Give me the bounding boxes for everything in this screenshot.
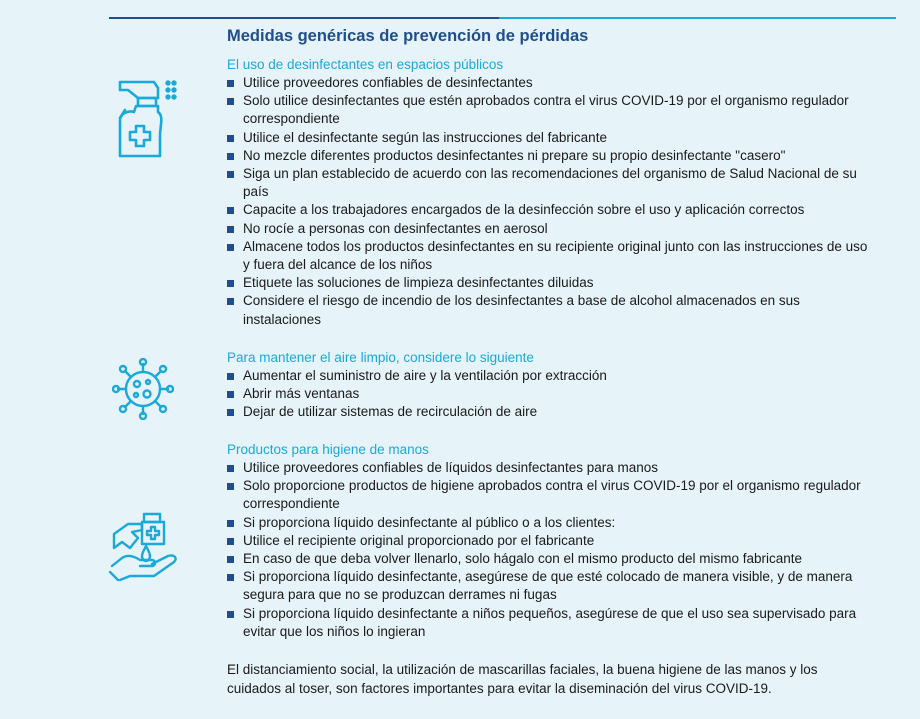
list-item: Utilice el recipiente original proporcionado por el fabricante: [227, 532, 877, 550]
list-item: En caso de que deba volver llenarlo, solo hágalo con el mismo producto del mismo fabricante: [227, 550, 877, 568]
list-item: Considere el riesgo de incendio de los desinfectantes a base de alcohol almacenados en sus instalaciones: [227, 292, 877, 328]
list-item: No rocíe a personas con desinfectantes en aerosol: [227, 220, 877, 238]
list-item: Utilice el desinfectante según las instrucciones del fabricante: [227, 129, 877, 147]
list-item: No mezcle diferentes productos desinfectantes ni prepare su propio desinfectante "casero": [227, 147, 877, 165]
list-item: Etiquete las soluciones de limpieza desinfectantes diluidas: [227, 274, 877, 292]
list-item: Aumentar el suministro de aire y la ventilación por extracción: [227, 367, 877, 385]
item-list: [227, 74, 877, 329]
section-heading: Productos para higiene de manos: [227, 442, 429, 457]
item-list: [227, 367, 877, 422]
hand-sanitizer-icon: [108, 508, 180, 584]
list-item: Siga un plan establecido de acuerdo con las recomendaciones del organismo de Salud Nacional de su país: [227, 165, 877, 201]
item-list: [227, 459, 877, 641]
top-divider: [109, 17, 896, 19]
list-item: Almacene todos los productos desinfectantes en su recipiente original junto con las instrucciones de uso y fuera del alcance de los niños: [227, 238, 877, 274]
section-hand-hygiene: [227, 441, 877, 641]
section-clean-air: [227, 349, 877, 422]
list-item: Si proporciona líquido desinfectante a niños pequeños, asegúrese de que el uso sea supervisado para evitar que los niños lo ingieran: [227, 605, 877, 641]
section-heading: Para mantener el aire limpio, considere lo siguiente: [227, 350, 534, 365]
virus-icon: [112, 358, 174, 420]
list-item: Dejar de utilizar sistemas de recirculación de aire: [227, 403, 877, 421]
section-disinfectants: [227, 56, 877, 329]
spray-bottle-icon: [112, 76, 178, 162]
footer-note: El distanciamiento social, la utilización de mascarillas faciales, la buena higiene de las manos y los cuidados al toser, son factores importantes para evitar la diseminación del virus COVID-19.: [227, 662, 818, 696]
list-item: Utilice proveedores confiables de desinfectantes: [227, 74, 877, 92]
list-item: Solo utilice desinfectantes que estén aprobados contra el virus COVID-19 por el organismo regulador correspondiente: [227, 92, 877, 128]
list-item: Abrir más ventanas: [227, 385, 877, 403]
list-item: Solo proporcione productos de higiene aprobados contra el virus COVID-19 por el organismo regulador correspondiente: [227, 477, 877, 513]
list-item: Si proporciona líquido desinfectante al público o a los clientes:: [227, 514, 877, 532]
section-heading: El uso de desinfectantes en espacios públicos: [227, 57, 504, 72]
page-title: Medidas genéricas de prevención de pérdidas: [227, 27, 589, 45]
list-item: Si proporciona líquido desinfectante, asegúrese de que esté colocado de manera visible, y de manera segura para que no se produzcan derrames ni fugas: [227, 568, 877, 604]
list-item: Utilice proveedores confiables de líquidos desinfectantes para manos: [227, 459, 877, 477]
list-item: Capacite a los trabajadores encargados de la desinfección sobre el uso y aplicación correctos: [227, 201, 877, 219]
